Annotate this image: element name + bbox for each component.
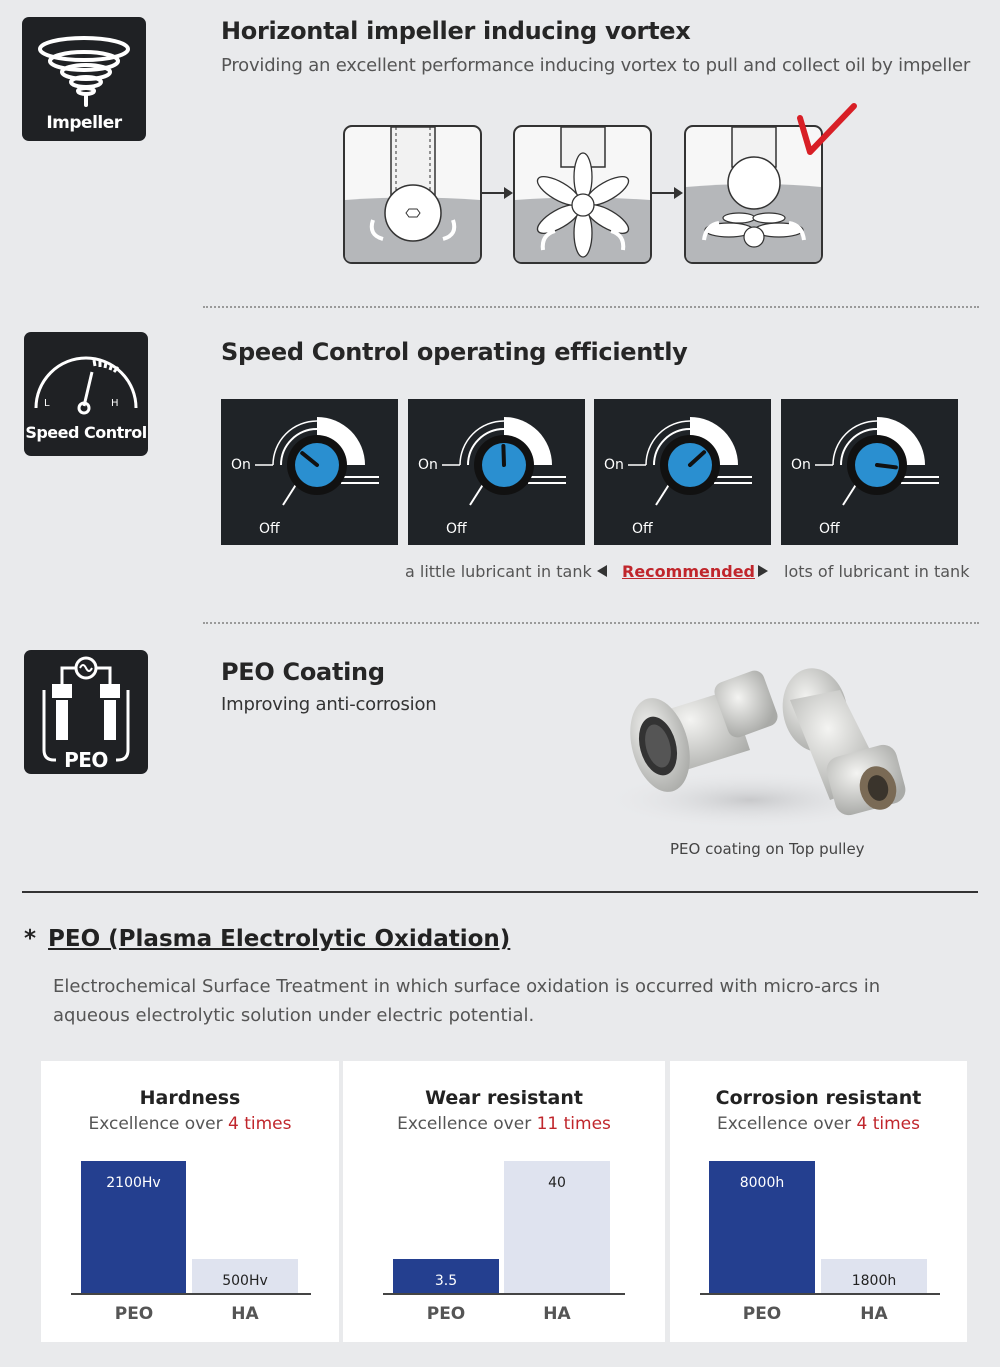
- bar-ha: [192, 1259, 298, 1293]
- bar-value-label: 2100Hv: [106, 1175, 161, 1191]
- bar-peo: [393, 1259, 499, 1293]
- speed-panel-1: [221, 399, 398, 545]
- arrow-right-icon-2: [652, 186, 684, 200]
- speed-control-icon-label: Speed Control: [25, 423, 147, 442]
- category-label: PEO: [114, 1304, 154, 1324]
- speed-title: Speed Control operating efficiently: [221, 338, 688, 366]
- chart-subtitle-prefix: Excellence over: [88, 1114, 223, 1134]
- legend-lots-lubricant: lots of lubricant in tank: [784, 562, 970, 581]
- impeller-subtitle: Providing an excellent performance inducing vortex to pull and collect oil by impeller: [221, 55, 971, 76]
- impeller-step-1: [343, 125, 482, 264]
- bar-peo: [81, 1161, 186, 1293]
- chart-subtitle-highlight: 4 times: [856, 1114, 920, 1134]
- panel-off-label: Off: [446, 521, 467, 537]
- category-label: HA: [231, 1304, 259, 1324]
- checkmark-icon: [796, 100, 858, 158]
- bar-value-label: 3.5: [434, 1273, 458, 1289]
- chart-title: Hardness: [139, 1087, 241, 1109]
- category-label: PEO: [426, 1304, 466, 1324]
- chart-subtitle: [41, 1114, 339, 1134]
- pulley-photo: [600, 660, 920, 835]
- gauge-high-label: H: [111, 398, 119, 409]
- definition-heading-row: [24, 926, 510, 952]
- chart-title: Wear resistant: [425, 1087, 583, 1109]
- panel-on-label: On: [231, 457, 251, 473]
- knob-pointer: [503, 446, 504, 465]
- knob-pointer: [877, 465, 896, 467]
- chart-baseline: [383, 1293, 625, 1295]
- chart-subtitle: [670, 1114, 967, 1134]
- bar-value-label: 40: [548, 1175, 566, 1191]
- peo-icon-label: PEO: [56, 748, 116, 772]
- impeller-title: Horizontal impeller inducing vortex: [221, 17, 691, 45]
- vortex-icon: [22, 25, 146, 115]
- bar-ha: [504, 1161, 610, 1293]
- chart-subtitle-highlight: 4 times: [228, 1114, 292, 1134]
- speed-panel-2: [408, 399, 585, 545]
- legend-recommended: Recommended: [622, 562, 755, 581]
- category-label: HA: [860, 1304, 888, 1324]
- panel-on-label: On: [604, 457, 624, 473]
- impeller-icon-label: Impeller: [46, 113, 122, 133]
- panel-on-label: On: [418, 457, 438, 473]
- definition-star: *: [24, 926, 37, 952]
- peo-subtitle: Improving anti-corrosion: [221, 694, 437, 715]
- bar-value-label: 8000h: [739, 1175, 785, 1191]
- divider-3: [22, 891, 978, 893]
- bar-value-label: 500Hv: [222, 1273, 268, 1289]
- panel-on-label: On: [791, 457, 811, 473]
- panel-off-label: Off: [632, 521, 653, 537]
- category-label: HA: [543, 1304, 571, 1324]
- gauge-low-label: L: [44, 398, 50, 409]
- panel-off-label: Off: [259, 521, 280, 537]
- chart-subtitle-prefix: Excellence over: [397, 1114, 532, 1134]
- triangle-right-icon: [758, 565, 768, 577]
- chart-card-2: [343, 1061, 665, 1342]
- chart-card-3: [670, 1061, 967, 1342]
- category-label: PEO: [742, 1304, 782, 1324]
- divider-1: [203, 306, 979, 308]
- panel-off-label: Off: [819, 521, 840, 537]
- chart-subtitle: [343, 1114, 665, 1134]
- gauge-icon: [24, 336, 148, 426]
- bar-value-label: 1800h: [851, 1273, 897, 1289]
- chart-subtitle-prefix: Excellence over: [717, 1114, 852, 1134]
- pulley-caption: PEO coating on Top pulley: [670, 840, 865, 858]
- speed-panel-4: [781, 399, 958, 545]
- legend-little-lubricant: a little lubricant in tank: [405, 562, 592, 581]
- chart-title: Corrosion resistant: [715, 1087, 922, 1109]
- chart-baseline: [700, 1293, 940, 1295]
- speed-control-icon-box: [24, 332, 148, 456]
- peo-title: PEO Coating: [221, 658, 385, 686]
- definition-text: Electrochemical Surface Treatment in which surface oxidation is occurred with micro-arcs in aqueous electrolytic solution under electric potential.: [53, 976, 881, 1026]
- arrow-right-icon: [482, 186, 514, 200]
- bar-ha: [821, 1259, 927, 1293]
- bar-peo: [709, 1161, 815, 1293]
- impeller-icon-box: [22, 17, 146, 141]
- impeller-step-2: [513, 125, 652, 264]
- chart-card-1: [41, 1061, 339, 1342]
- triangle-left-icon: [597, 565, 607, 577]
- chart-subtitle-highlight: 11 times: [536, 1114, 611, 1134]
- divider-2: [203, 622, 979, 624]
- definition-heading: PEO (Plasma Electrolytic Oxidation): [48, 926, 511, 952]
- peo-icon-box: [24, 650, 148, 774]
- speed-panel-3: [594, 399, 771, 545]
- chart-baseline: [71, 1293, 311, 1295]
